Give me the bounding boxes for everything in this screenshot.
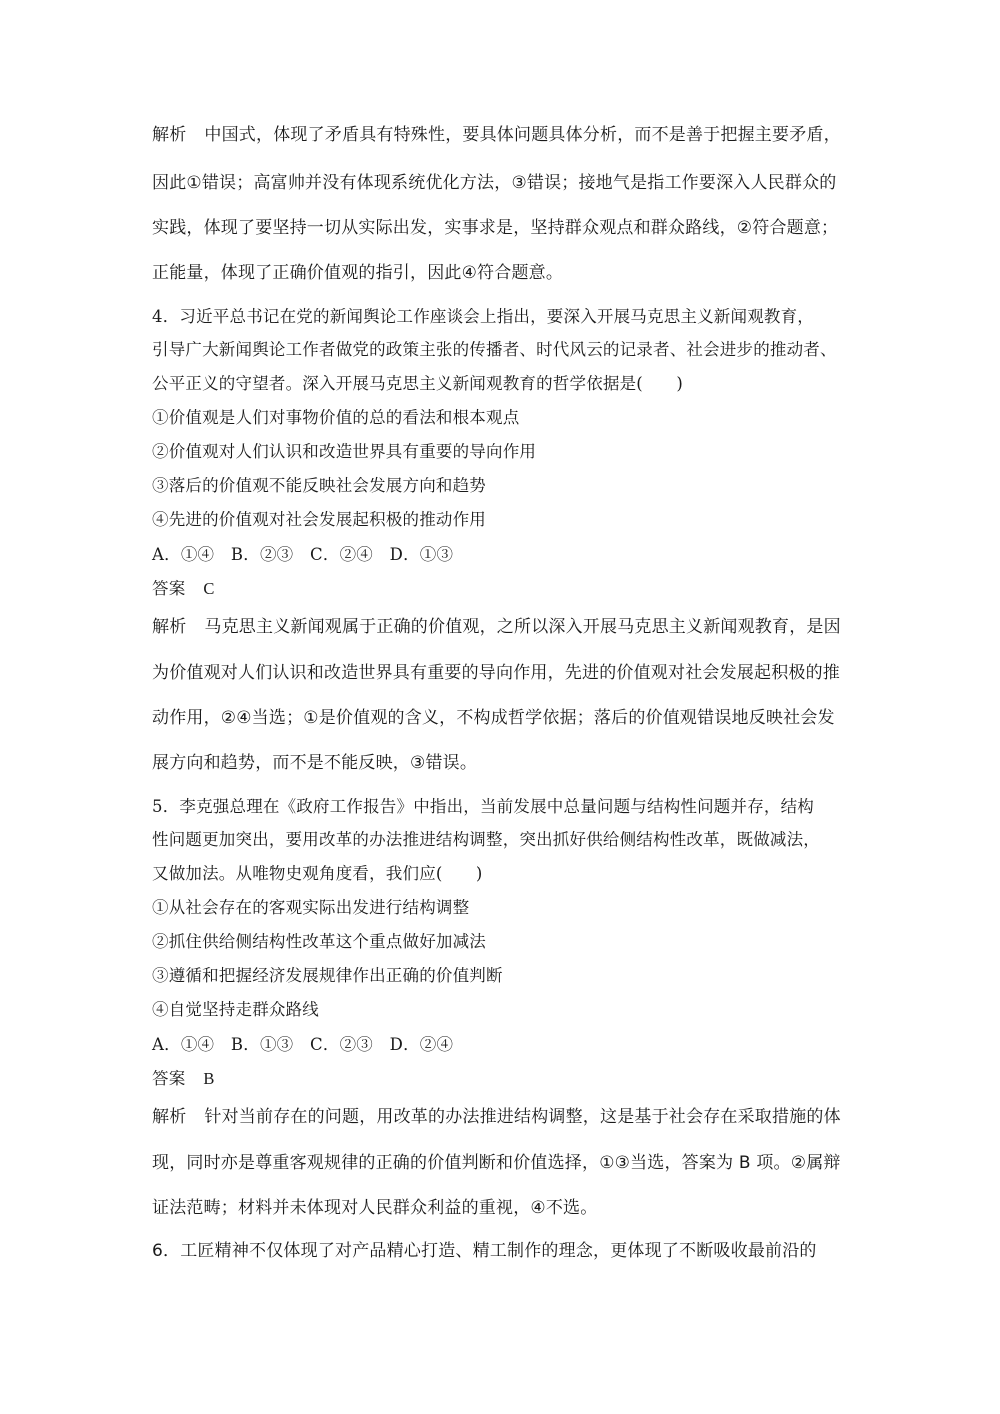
q4-option-3: ③落后的价值观不能反映社会发展方向和趋势 [152, 476, 486, 495]
q5-option-1: ①从社会存在的客观实际出发进行结构调整 [152, 898, 470, 917]
q5-answer-value: B [203, 1069, 215, 1088]
q4-answer-value: C [203, 579, 215, 598]
q4-explanation-line-4: 展方向和趋势，而不是不能反映，③错误。 [152, 753, 478, 773]
q5-answer-label: 答案 [152, 1069, 186, 1088]
q3-explanation-line-2: 因此①错误；高富帅并没有体现系统优化方法，③错误；接地气是指工作要深入人民群众的 [152, 173, 837, 193]
q4-explanation-label: 解析 [152, 617, 187, 637]
q4-stem-line-2: 引导广大新闻舆论工作者做党的政策主张的传播者、时代风云的记录者、社会进步的推动者、 [152, 340, 837, 359]
q5-option-4: ④自觉坚持走群众路线 [152, 1000, 319, 1019]
q5-explanation-line-3: 证法范畴；材料并未体现对人民群众利益的重视，④不选。 [152, 1198, 598, 1218]
q5-explanation-label: 解析 [152, 1107, 187, 1127]
q5-explanation-line-1: 解析 针对当前存在的问题，用改革的办法推进结构调整，这是基于社会存在采取措施的体 [152, 1107, 841, 1127]
q4-answer [152, 578, 215, 600]
q5-stem-line-3: 又做加法。从唯物史观角度看，我们应( ) [152, 864, 483, 883]
q3-explanation-line-1: 解析 中国式，体现了矛盾具有特殊性，要具体问题具体分析，而不是善于把握主要矛盾， [152, 125, 841, 145]
q5-option-2: ②抓住供给侧结构性改革这个重点做好加减法 [152, 932, 486, 951]
q3-explanation-line-3: 实践，体现了要坚持一切从实际出发，实事求是，坚持群众观点和群众路线，②符合题意； [152, 218, 839, 238]
q4-answer-label: 答案 [152, 579, 186, 598]
q4-option-4: ④先进的价值观对社会发展起积极的推动作用 [152, 510, 486, 529]
q3-explanation-label: 解析 [152, 125, 187, 145]
q5-explanation-line-2: 现，同时亦是尊重客观规律的正确的价值判断和价值选择，①③当选，答案为 B 项。②属辩 [152, 1153, 841, 1173]
q4-explanation-line-3: 动作用，②④当选；①是价值观的含义，不构成哲学依据；落后的价值观错误地反映社会发 [152, 708, 835, 728]
q4-option-2: ②价值观对人们认识和改造世界具有重要的导向作用 [152, 442, 537, 461]
q5-answer [152, 1068, 215, 1090]
q5-stem-line-2: 性问题更加突出，要用改革的办法推进结构调整，突出抓好供给侧结构性改革，既做减法， [152, 830, 820, 849]
q6-stem-line-1: 6．工匠精神不仅体现了对产品精心打造、精工制作的理念，更体现了不断吸收最前沿的 [152, 1241, 817, 1261]
q5-option-3: ③遵循和把握经济发展规律作出正确的价值判断 [152, 966, 503, 985]
q4-stem-line-1: 4．习近平总书记在党的新闻舆论工作座谈会上指出，要深入开展马克思主义新闻观教育， [152, 307, 814, 326]
q4-option-1: ①价值观是人们对事物价值的总的看法和根本观点 [152, 408, 520, 427]
q4-explanation-line-2: 为价值观对人们认识和改造世界具有重要的导向作用，先进的价值观对社会发展起积极的推 [152, 663, 840, 683]
q3-explanation-line-4: 正能量，体现了正确价值观的指引，因此④符合题意。 [152, 263, 564, 283]
q4-stem-line-3: 公平正义的守望者。深入开展马克思主义新闻观教育的哲学依据是( ) [152, 374, 683, 393]
q5-stem-line-1: 5．李克强总理在《政府工作报告》中指出，当前发展中总量问题与结构性问题并存，结构 [152, 797, 814, 816]
q4-explanation-line-1: 解析 马克思主义新闻观属于正确的价值观，之所以深入开展马克思主义新闻观教育，是因 [152, 617, 841, 637]
q5-choices: A．①④ B．①③ C．②③ D．②④ [152, 1035, 454, 1054]
q4-choices: A．①④ B．②③ C．②④ D．①③ [152, 545, 454, 564]
